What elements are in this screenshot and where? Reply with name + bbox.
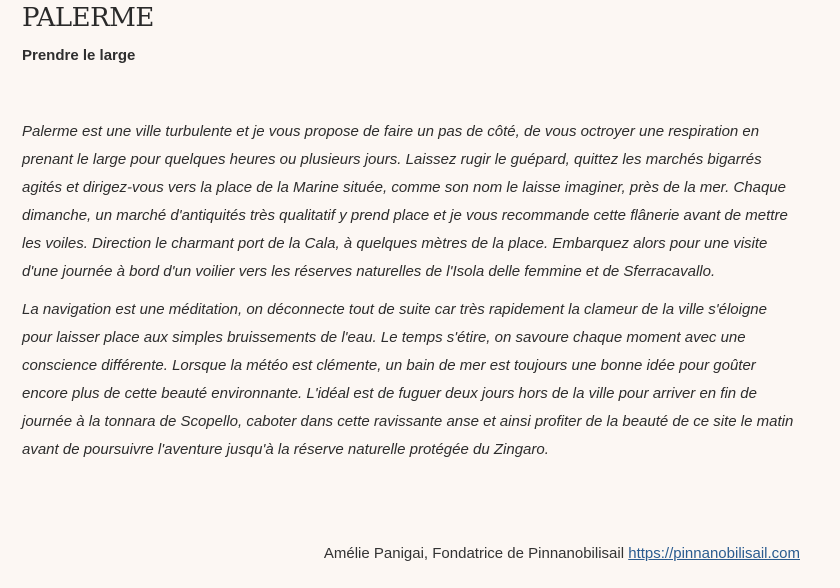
article-body [22,118,800,474]
paragraph-2: La navigation est une méditation, on déconnecte tout de suite car très rapidement la clameur de la ville s'éloigne pour laisser place aux simples bruissements de l'eau. Le temps s'étire, on savoure chaque moment avec une conscience différente. Lorsque la météo est clémente, un bain de mer est toujours une bonne idée pour goûter encore plus de cette beauté environnante. L'idéal est de fuguer deux jours hors de la ville pour arriver en fin de journée à la tonnara de Scopello, caboter dans cette ravissante anse et ainsi profiter de la beauté de ce site le matin avant de poursuivre l'aventure jusqu'à la réserve naturelle protégée du Zingaro. [22,301,794,458]
signature [324,542,800,566]
page-subtitle: Prendre le large [22,47,136,64]
page-title: PALERME [22,3,154,33]
paragraph-1: Palerme est une ville turbulente et je vous propose de faire un pas de côté, de vous octroyer une respiration en prenant le large pour quelques heures ou plusieurs jours. Laissez rugir le guépard, quittez les marchés bigarrés agités et dirigez-vous vers la place de la Marine située, comme son nom le laisse imaginer, près de la mer. Chaque dimanche, un marché d'antiquités très qualitatif y prend place et je vous recommande cette flânerie avant de mettre les voiles. Direction le charmant port de la Cala, à quelques mètres de la place. Embarquez alors pour une visite d'une journée à bord d'un voilier vers les réserves naturelles de l'Isola delle femmine et de Sferracavallo. [22,123,788,280]
website-link[interactable]: https://pinnanobilisail.com [628,545,800,562]
signature-author: Amélie Panigai, Fondatrice de Pinnanobilisail [323,545,625,562]
